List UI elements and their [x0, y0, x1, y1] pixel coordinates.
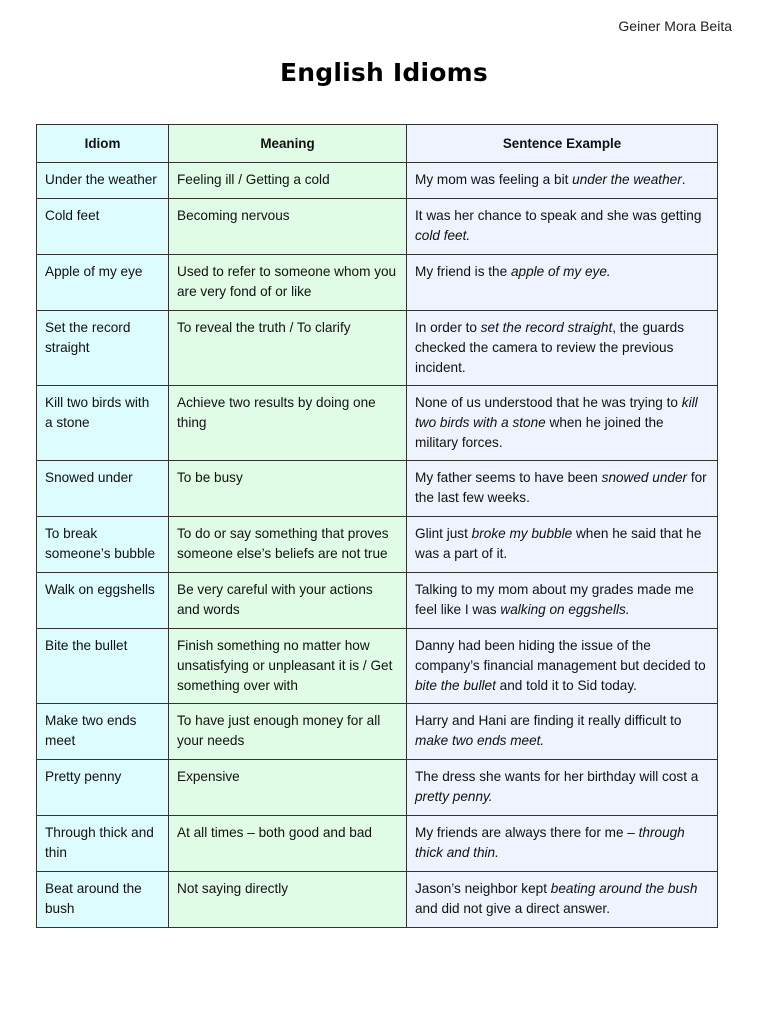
example-cell: [407, 573, 718, 629]
idiom-cell: Under the weather: [37, 163, 169, 199]
example-text: The dress she wants for her birthday will cost a: [415, 769, 699, 784]
idiom-cell: To break someone’s bubble: [37, 517, 169, 573]
meaning-cell: To have just enough money for all your needs: [169, 704, 407, 760]
example-idiom-italic: walking on eggshells.: [500, 602, 630, 617]
example-cell: [407, 386, 718, 461]
example-cell: [407, 255, 718, 311]
example-text: Talking to my mom about my grades made me feel like I was: [415, 582, 694, 617]
example-text: Jason’s neighbor kept: [415, 881, 551, 896]
example-idiom-italic: under the weather: [572, 172, 682, 187]
meaning-cell: To do or say something that proves someone else’s beliefs are not true: [169, 517, 407, 573]
table-row: [37, 255, 718, 311]
example-cell: [407, 816, 718, 872]
meaning-cell: At all times – both good and bad: [169, 816, 407, 872]
idiom-cell: Bite the bullet: [37, 629, 169, 704]
table-header-row: [37, 125, 718, 163]
meaning-cell: Becoming nervous: [169, 199, 407, 255]
example-cell: [407, 629, 718, 704]
column-header-meaning: Meaning: [169, 125, 407, 163]
table-row: [37, 760, 718, 816]
table-row: [37, 629, 718, 704]
example-idiom-italic: through thick and thin.: [415, 825, 685, 860]
table-row: [37, 816, 718, 872]
example-text: My friend is the: [415, 264, 511, 279]
column-header-idiom: Idiom: [37, 125, 169, 163]
example-text: My friends are always there for me –: [415, 825, 639, 840]
example-text: None of us understood that he was trying to: [415, 395, 682, 410]
example-text: when he said that he was a part of it.: [415, 526, 702, 561]
example-text: It was her chance to speak and she was getting: [415, 208, 702, 223]
meaning-cell: Feeling ill / Getting a cold: [169, 163, 407, 199]
author-name: Geiner Mora Beita: [618, 18, 732, 34]
example-cell: [407, 517, 718, 573]
example-idiom-italic: make two ends meet.: [415, 733, 545, 748]
example-text: My father seems to have been: [415, 470, 602, 485]
idiom-cell: Cold feet: [37, 199, 169, 255]
example-cell: [407, 760, 718, 816]
idiom-cell: Set the record straight: [37, 311, 169, 386]
meaning-cell: To be busy: [169, 461, 407, 517]
meaning-cell: To reveal the truth / To clarify: [169, 311, 407, 386]
example-text: and did not give a direct answer.: [415, 901, 610, 916]
example-cell: [407, 199, 718, 255]
example-idiom-italic: apple of my eye.: [510, 264, 611, 279]
idioms-table: [36, 124, 718, 928]
example-cell: [407, 311, 718, 386]
example-idiom-italic: broke my bubble: [471, 526, 573, 541]
idiom-cell: Pretty penny: [37, 760, 169, 816]
table-row: [37, 704, 718, 760]
table-row: [37, 163, 718, 199]
meaning-cell: Used to refer to someone whom you are very fond of or like: [169, 255, 407, 311]
example-idiom-italic: cold feet.: [415, 228, 471, 243]
meaning-cell: Expensive: [169, 760, 407, 816]
example-cell: [407, 163, 718, 199]
meaning-cell: Be very careful with your actions and words: [169, 573, 407, 629]
idiom-cell: Snowed under: [37, 461, 169, 517]
idiom-cell: Kill two birds with a stone: [37, 386, 169, 461]
table-row: [37, 311, 718, 386]
table-row: [37, 872, 718, 928]
example-text: Danny had been hiding the issue of the company’s financial management but decided to: [415, 638, 706, 673]
table-row: [37, 199, 718, 255]
table-row: [37, 386, 718, 461]
idiom-cell: Make two ends meet: [37, 704, 169, 760]
example-cell: [407, 461, 718, 517]
idiom-cell: Apple of my eye: [37, 255, 169, 311]
example-text: for the last few weeks.: [415, 470, 707, 505]
meaning-cell: Achieve two results by doing one thing: [169, 386, 407, 461]
table-row: [37, 573, 718, 629]
table-row: [37, 517, 718, 573]
example-idiom-italic: beating around the bush: [550, 881, 698, 896]
example-cell: [407, 872, 718, 928]
table-row: [37, 461, 718, 517]
example-idiom-italic: bite the bullet: [415, 678, 496, 693]
example-idiom-italic: kill two birds with a stone: [415, 395, 698, 430]
example-idiom-italic: set the record straight: [480, 320, 613, 335]
meaning-cell: Not saying directly: [169, 872, 407, 928]
example-idiom-italic: pretty penny.: [415, 789, 493, 804]
example-text: , the guards checked the camera to review the previous incident.: [415, 320, 685, 375]
example-text: and told it to Sid today.: [495, 678, 637, 693]
example-text: My mom was feeling a bit: [415, 172, 573, 187]
example-text: Glint just: [415, 526, 472, 541]
example-cell: [407, 704, 718, 760]
idiom-cell: Walk on eggshells: [37, 573, 169, 629]
idiom-cell: Through thick and thin: [37, 816, 169, 872]
example-text: In order to: [415, 320, 481, 335]
document-title: English Idioms: [280, 58, 488, 87]
example-text: .: [681, 172, 686, 187]
example-idiom-italic: snowed under: [601, 470, 688, 485]
example-text: when he joined the military forces.: [415, 415, 664, 450]
column-header-sentence-example: Sentence Example: [407, 125, 718, 163]
idiom-cell: Beat around the bush: [37, 872, 169, 928]
meaning-cell: Finish something no matter how unsatisfying or unpleasant it is / Get something over with: [169, 629, 407, 704]
example-text: Harry and Hani are finding it really difficult to: [415, 713, 682, 728]
